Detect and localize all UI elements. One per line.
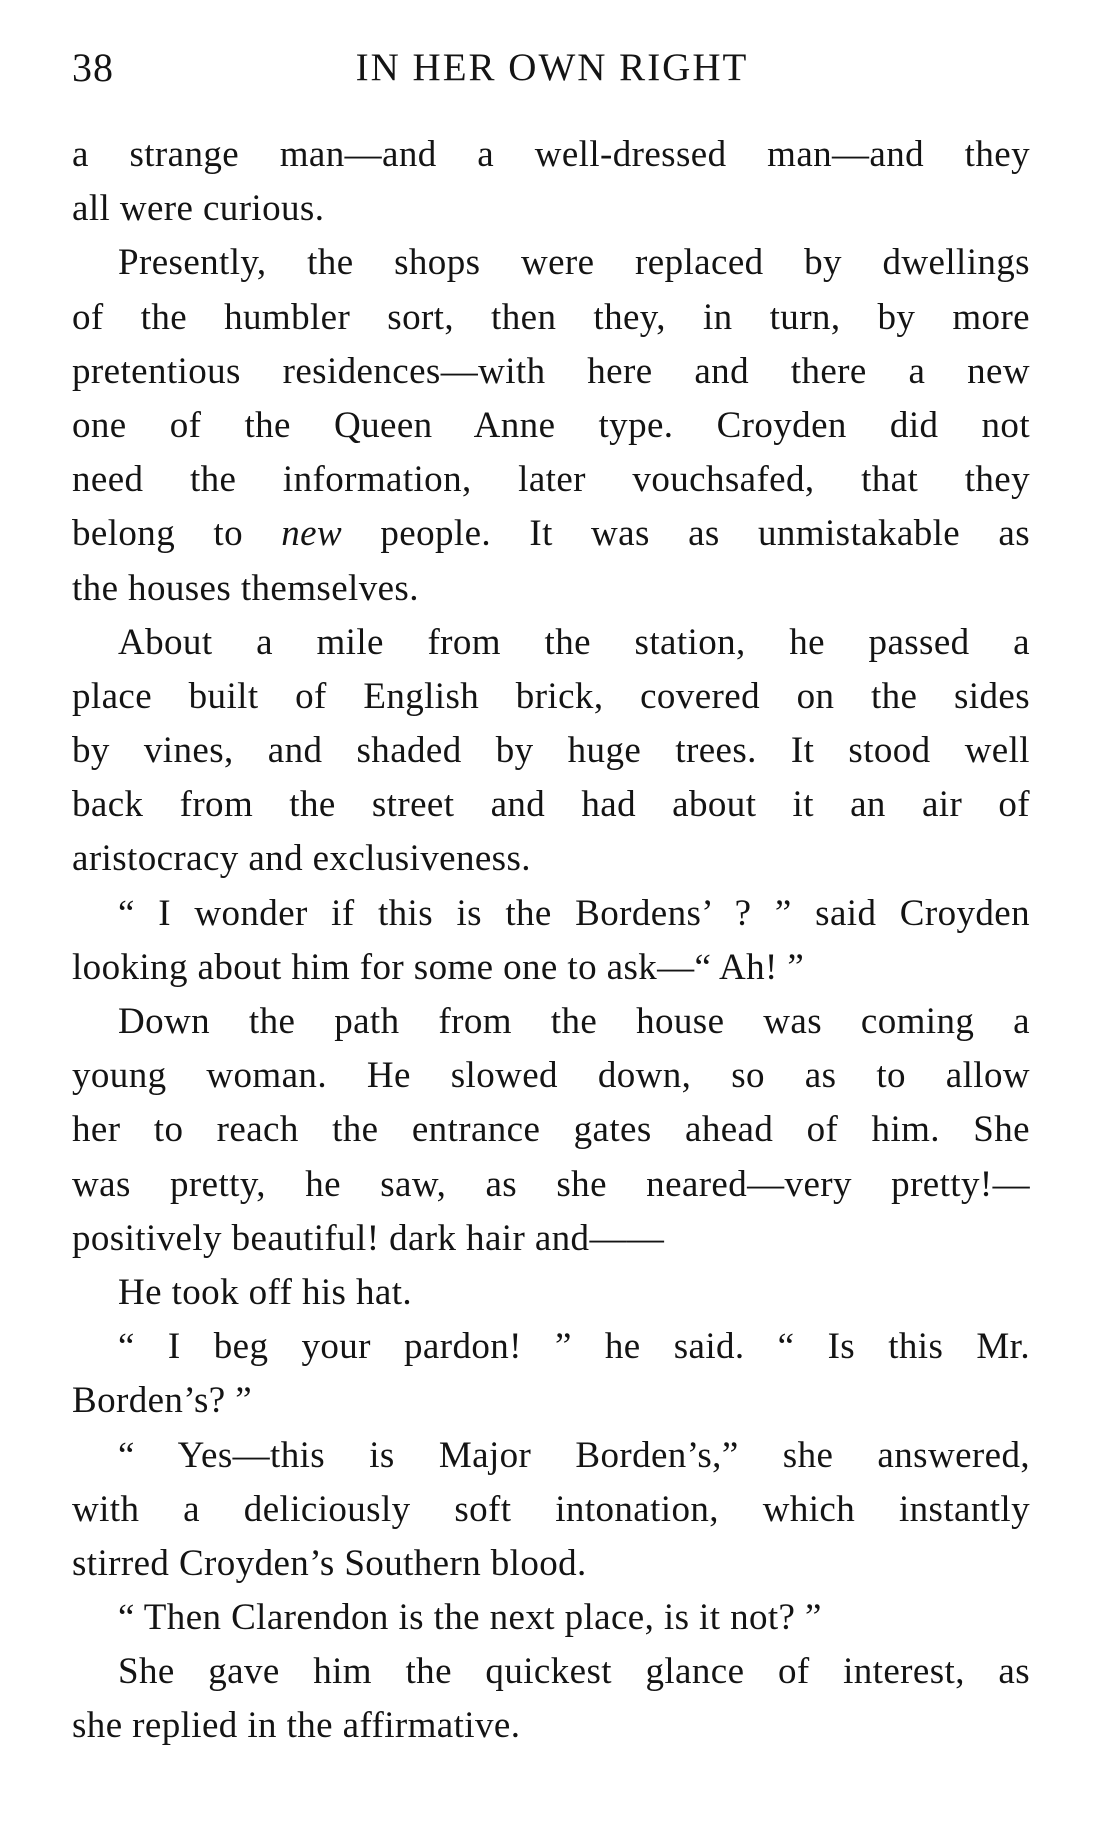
text-line: Presently, the shops were replaced by dwellings xyxy=(118,242,1030,284)
text-line: place built of English brick, covered on the sides xyxy=(72,675,1030,717)
text-line: “ I beg your pardon! ” he said. “ Is this Mr. xyxy=(118,1326,1030,1368)
paragraph xyxy=(72,236,1030,615)
text-line: she replied in the affirmative. xyxy=(72,1705,521,1747)
text-line: a strange man—and a well-dressed man—and they xyxy=(72,134,1030,175)
text-line: positively beautiful! dark hair and—— xyxy=(72,1217,665,1259)
paragraph xyxy=(72,1591,1030,1645)
text-line: aristocracy and exclusiveness. xyxy=(72,838,531,880)
paragraph xyxy=(72,1320,1030,1428)
text-line: “ Yes—this is Major Borden’s,” she answered, xyxy=(118,1434,1030,1476)
text-line: need the information, later vouchsafed, that they xyxy=(72,459,1030,501)
text-line: Borden’s? ” xyxy=(72,1380,253,1422)
paragraph xyxy=(72,995,1030,1266)
paragraph xyxy=(72,887,1030,995)
running-title: IN HER OWN RIGHT xyxy=(355,46,749,89)
text-line: all were curious. xyxy=(72,188,325,230)
text-line: stirred Croyden’s Southern blood. xyxy=(72,1542,587,1584)
text-line: with a deliciously soft intonation, which instantly xyxy=(72,1488,1030,1530)
text-line: She gave him the quickest glance of interest, as xyxy=(118,1651,1030,1693)
body-text xyxy=(72,128,1030,1754)
paragraph xyxy=(72,128,1030,236)
text-line: was pretty, he saw, as she neared—very pretty!— xyxy=(72,1163,1030,1205)
text-line: by vines, and shaded by huge trees. It stood well xyxy=(72,730,1030,772)
text-line: young woman. He slowed down, so as to allow xyxy=(72,1055,1030,1097)
text-line: back from the street and had about it an air of xyxy=(72,784,1030,826)
text-line: “ Then Clarendon is the next place, is it not? ” xyxy=(118,1597,822,1639)
text-line: of the humbler sort, then they, in turn, by more xyxy=(72,296,1030,338)
page-number: 38 xyxy=(72,45,114,90)
paragraph xyxy=(72,1266,1030,1320)
text-line: belong to new people. It was as unmistakable as xyxy=(72,513,1031,555)
text-line: pretentious residences—with here and there a new xyxy=(72,350,1030,392)
text-line: the houses themselves. xyxy=(72,567,419,609)
text-line: “ I wonder if this is the Bordens’ ? ” said Croyden xyxy=(118,892,1030,934)
text-line: He took off his hat. xyxy=(118,1271,413,1313)
running-header xyxy=(72,38,1032,98)
paragraph xyxy=(72,616,1030,887)
text-line: looking about him for some one to ask—“ Ah! ” xyxy=(72,946,805,988)
italic-word: new xyxy=(281,513,343,555)
paragraph xyxy=(72,1429,1030,1592)
paragraph xyxy=(72,1645,1030,1753)
text-line: Down the path from the house was coming a xyxy=(118,1001,1030,1042)
text-line: About a mile from the station, he passed a xyxy=(118,621,1030,663)
text-line: her to reach the entrance gates ahead of him. She xyxy=(72,1109,1030,1151)
text-line: one of the Queen Anne type. Croyden did not xyxy=(72,404,1030,446)
